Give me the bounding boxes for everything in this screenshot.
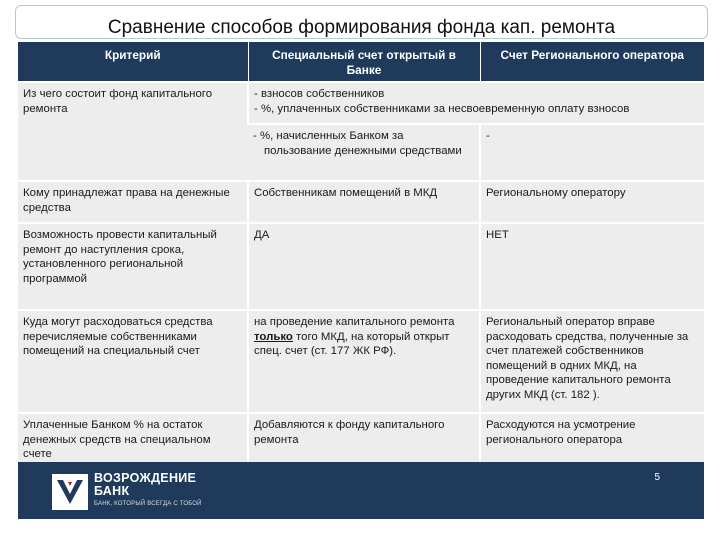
bank-spending-pre: на проведение капитального ремонта xyxy=(254,316,455,328)
table-row xyxy=(18,413,704,468)
brand-name-line2: БАНК xyxy=(94,484,130,498)
bank-spending xyxy=(248,310,480,413)
comparison-table xyxy=(18,42,704,468)
bank-spending-emphasis: только xyxy=(254,330,293,343)
row-label-fund-composition: Из чего состоит фонд капитального ремонта xyxy=(18,82,248,181)
row-label-early-repair: Возможность провести капитальный ремонт до наступления срока, установленного региональной программой xyxy=(18,223,248,310)
row-label-rights: Кому принадлежат права на денежные средства xyxy=(18,181,248,223)
shared-fund-items xyxy=(248,82,704,124)
list-item: - %, начисленных Банком за пользование денежными средствами xyxy=(253,130,462,157)
page-number: 5 xyxy=(654,472,660,483)
operator-interest: Расходуются на усмотрение регионального оператора xyxy=(480,413,704,468)
table-row xyxy=(18,82,704,124)
bank-rights: Собственникам помещений в МКД xyxy=(248,181,480,223)
operator-early-repair: НЕТ xyxy=(480,223,704,310)
list-item: - %, уплаченных собственниками за несвоевременную оплату взносов xyxy=(254,102,630,115)
bank-spending-post: того МКД, на который открыт спец. счет (ст. 177 ЖК РФ). xyxy=(254,330,450,357)
header-criterion: Критерий xyxy=(18,42,248,82)
brand-name-line1: ВОЗРОЖДЕНИЕ xyxy=(94,471,197,485)
operator-spending: Региональный оператор вправе расходовать средства, полученные за счет платежей собственников помещений в одних МКД, на проведение капитального ремонта других МКД (ст. 182 ). xyxy=(480,310,704,413)
operator-fund-items: - xyxy=(480,124,704,181)
bank-interest: Добавляются к фонду капитального ремонта xyxy=(248,413,480,468)
bank-fund-items xyxy=(248,124,480,181)
table-row xyxy=(18,223,704,310)
bank-early-repair: ДА xyxy=(248,223,480,310)
header-regional-operator: Счет Регионального оператора xyxy=(480,42,704,82)
header-special-account: Специальный счет открытый в Банке xyxy=(248,42,480,82)
row-label-spending: Куда могут расходоваться средства перечисляемые собственниками помещений на специальный счет xyxy=(18,310,248,413)
title-box xyxy=(15,5,708,39)
list-item: - взносов собственников xyxy=(254,88,385,100)
operator-rights: Региональному оператору xyxy=(480,181,704,223)
slide-title: Сравнение способов формирования фонда кап. ремонта xyxy=(107,17,616,38)
table-row xyxy=(18,181,704,223)
footer-bar xyxy=(18,462,704,519)
vozrozhdenie-bank-logo-icon xyxy=(52,474,88,510)
brand-slogan: БАНК, КОТОРЫЙ ВСЕГДА С ТОБОЙ xyxy=(94,501,202,507)
table-row xyxy=(18,310,704,413)
table-header-row xyxy=(18,42,704,82)
row-label-interest: Уплаченные Банком % на остаток денежных средств на специальном счете xyxy=(18,413,248,468)
